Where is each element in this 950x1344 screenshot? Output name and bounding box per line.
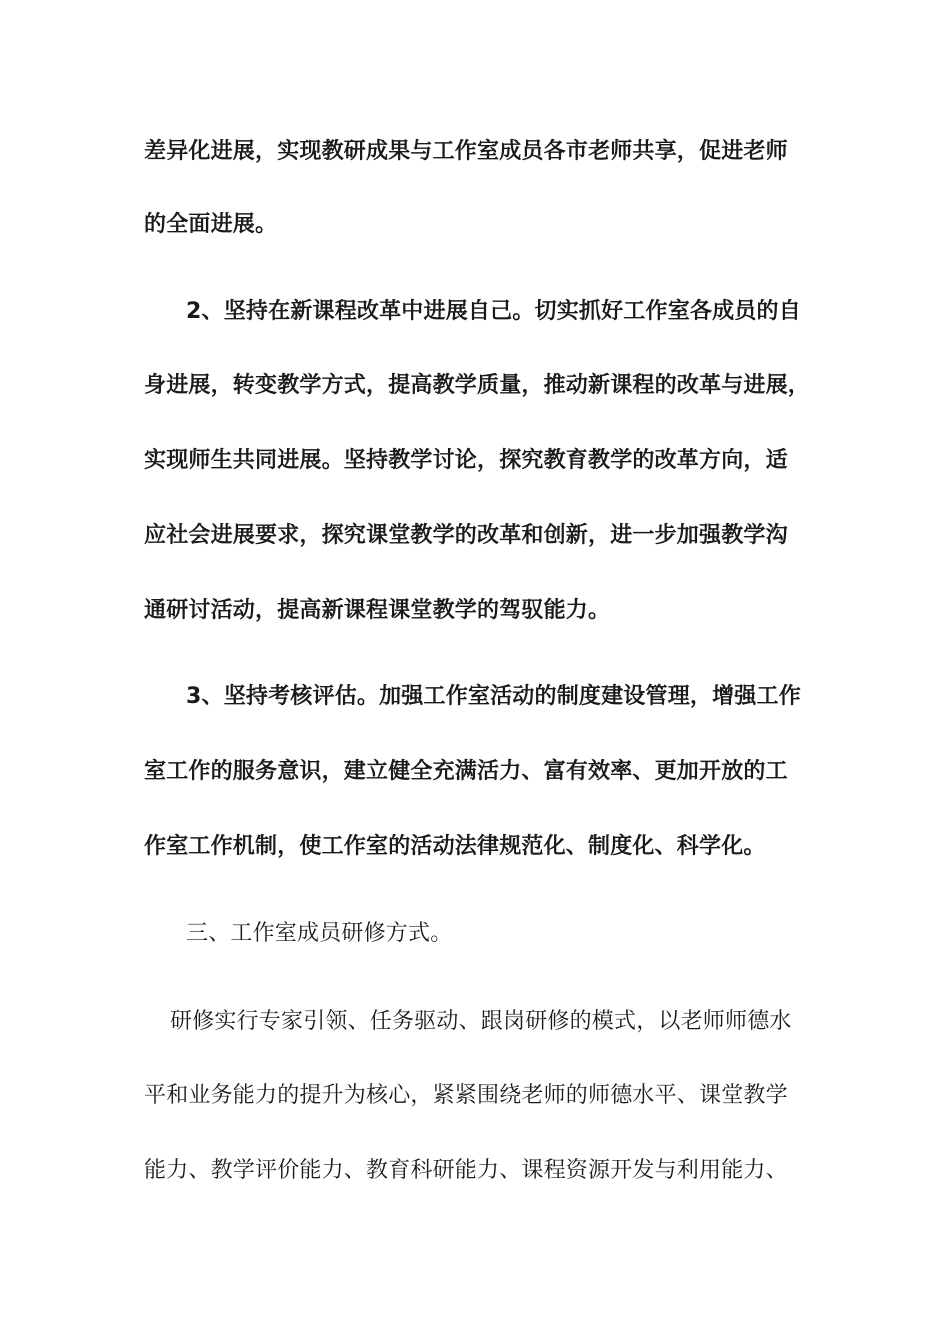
text-line-7: 通研讨活动，提高新课程课堂教学的驾驭能力。 [144,598,611,623]
text-line-2: 的全面进展。 [144,212,278,237]
text-line-10: 作室工作机制，使工作室的活动法律规范化、制度化、科学化。 [144,834,766,859]
text-line-6: 应社会进展要求，探究课堂教学的改革和创新，进一步加强教学沟 [144,523,788,548]
text-line-9: 室工作的服务意识，建立健全充满活力、富有效率、更加开放的工 [144,759,788,784]
text-line-8: 3、坚持考核评估。加强工作室活动的制度建设管理，增强工作 [186,684,801,709]
text-line-12: 研修实行专家引领、任务驱动、跟岗研修的模式，以老师师德水 [170,1009,792,1034]
text-line-5: 实现师生共同进展。坚持教学讨论，探究教育教学的改革方向，适 [144,448,788,473]
text-line-13: 平和业务能力的提升为核心，紧紧围绕老师的师德水平、课堂教学 [144,1083,788,1108]
text-line-4: 身进展，转变教学方式，提高教学质量，推动新课程的改革与进展， [144,373,811,398]
text-line-14: 能力、教学评价能力、教育科研能力、课程资源开发与利用能力、 [144,1158,788,1183]
text-line-1: 差异化进展，实现教研成果与工作室成员各市老师共享，促进老师 [144,139,788,164]
section-heading: 三、工作室成员研修方式。 [186,921,453,946]
text-line-3: 2、坚持在新课程改革中进展自己。切实抓好工作室各成员的自 [186,299,801,324]
